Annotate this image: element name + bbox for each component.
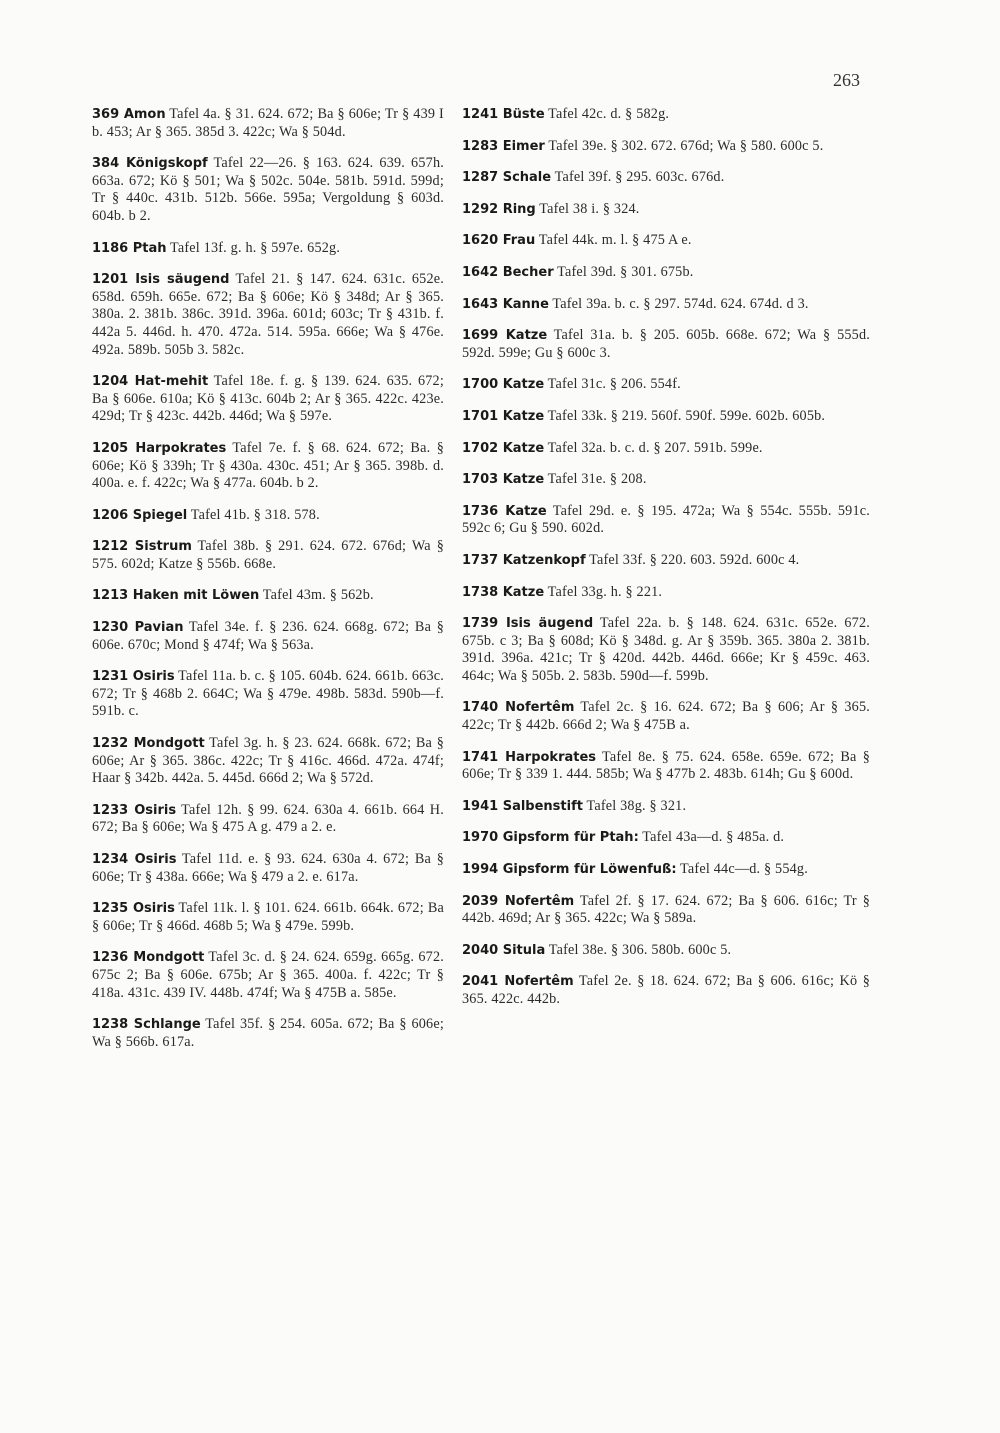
catalog-entry: [462, 106, 870, 124]
entry-heading: 1204 Hat-mehit: [92, 374, 209, 390]
entry-heading: 1700 Katze: [462, 377, 545, 393]
entry-text: Tafel 2f. § 17. 624. 672; Ba § 606. 616c; Tr § 442b. 469d; Ar § 365. 422c; Wa § 589a.: [462, 892, 870, 927]
entry-text: Tafel 33g. h. § 221.: [544, 583, 663, 600]
catalog-entry: [92, 802, 444, 837]
catalog-entry: [92, 900, 444, 935]
entry-text: Tafel 39d. § 301. 675b.: [553, 263, 694, 280]
entry-heading: 1233 Osiris: [92, 802, 177, 818]
entry-heading: 1970 Gipsform für Ptah:: [462, 830, 639, 846]
entry-heading: 1736 Katze: [462, 503, 547, 519]
entry-text: Tafel 11d. e. § 93. 624. 630a 4. 672; Ba § 606e; Tr § 438a. 666e; Wa § 479 a 2. e. 617a.: [92, 851, 444, 885]
catalog-entry: [92, 106, 444, 141]
entry-heading: 1241 Büste: [462, 107, 545, 122]
catalog-entry: [462, 749, 870, 784]
catalog-entry: [462, 376, 870, 394]
catalog-entry: [92, 240, 444, 258]
catalog-entry: [462, 201, 870, 219]
entry-heading: 1234 Osiris: [92, 852, 177, 867]
catalog-entry: [462, 861, 870, 879]
entry-heading: 1738 Katze: [462, 584, 545, 600]
entry-heading: 1643 Kanne: [462, 296, 549, 312]
catalog-entry: [462, 138, 870, 156]
entry-text: Tafel 31a. b. § 205. 605b. 668e. 672; Wa § 555d. 592d. 599e; Gu § 600c 3.: [462, 327, 870, 361]
entry-heading: 1238 Schlange: [92, 1017, 201, 1033]
entry-heading: 1740 Nofertêm: [462, 700, 575, 716]
entry-heading: 1287 Schale: [462, 170, 552, 186]
right-column: [462, 106, 870, 1023]
entry-heading: 1201 Isis säugend: [92, 272, 230, 288]
catalog-entry: [462, 615, 870, 685]
catalog-entry: [92, 538, 444, 573]
entry-text: Tafel 43a—d. § 485a. d.: [638, 829, 785, 846]
entry-text: Tafel 2e. § 18. 624. 672; Ba § 606. 616c; Kö § 365. 422c. 442b.: [462, 973, 871, 1007]
entry-heading: 1703 Katze: [462, 472, 545, 488]
entry-heading: 1701 Katze: [462, 408, 545, 424]
entry-heading: 1741 Harpokrates: [462, 749, 597, 765]
entry-text: Tafel 38 i. § 324.: [535, 200, 640, 217]
catalog-entry: [92, 668, 444, 721]
entry-text: Tafel 39e. § 302. 672. 676d; Wa § 580. 600c 5.: [544, 137, 824, 154]
entry-text: Tafel 35f. § 254. 605a. 672; Ba § 606e; Wa § 566b. 617a.: [92, 1016, 444, 1050]
catalog-entry: [462, 699, 870, 734]
entry-text: Tafel 2c. § 16. 624. 672; Ba § 606; Ar § 365. 422c; Tr § 442b. 666d 2; Wa § 475B a.: [462, 699, 870, 734]
entry-text: Tafel 22a. b. § 148. 624. 631c. 652e. 672. 675b. c 3; Ba § 608d; Kö § 348d. g. Ar § 359b. 365. 380a 2. 381b. 391d. 396a. 421c; Tr § 420d. 442b. 446d. 666e; Kr § 459c. 463. 464c; Wa § 505b. 2. 583b. 590d—f. 599b.: [462, 615, 870, 684]
entry-heading: 1230 Pavian: [92, 620, 184, 636]
entry-heading: 2041 Nofertêm: [462, 974, 574, 990]
entry-heading: 1292 Ring: [462, 201, 536, 217]
catalog-entry: [462, 169, 870, 187]
entry-heading: 1236 Mondgott: [92, 950, 205, 966]
entry-text: Tafel 3g. h. § 23. 624. 668k. 672; Ba § 606e; Ar § 365. 386c. 422c; Tr § 416c. 466d. 472a. 474f; Haar § 342b. 442a. 5. 445d. 666d 2; Wa § 572d.: [92, 735, 444, 787]
entry-text: Tafel 11k. l. § 101. 624. 661b. 664k. 672; Ba § 606e; Tr § 466d. 468b 5; Wa § 479e. 599b.: [92, 900, 444, 934]
entry-text: Tafel 43m. § 562b.: [259, 587, 374, 604]
entry-text: Tafel 42c. d. § 582g.: [544, 106, 670, 122]
entry-text: Tafel 32a. b. c. d. § 207. 591b. 599e.: [544, 439, 763, 456]
catalog-entry: [92, 440, 444, 493]
entry-heading: 2040 Situla: [462, 942, 546, 958]
catalog-entry: [462, 552, 870, 570]
catalog-entry: [92, 1016, 444, 1051]
catalog-entry: [92, 507, 444, 525]
entry-heading: 1231 Osiris: [92, 669, 175, 685]
catalog-entry: [92, 619, 444, 654]
entry-text: Tafel 38e. § 306. 580b. 600c 5.: [545, 941, 732, 958]
entry-text: Tafel 41b. § 318. 578.: [187, 506, 320, 523]
catalog-entry: [462, 829, 870, 847]
entry-heading: 1205 Harpokrates: [92, 440, 227, 456]
left-column: [92, 106, 444, 1065]
entry-text: Tafel 21. § 147. 624. 631c. 652e. 658d. 659h. 665e. 672; Ba § 606e; Kö § 348d; Ar § 365. 380a. 2. 381b. 386c. 391d. 396a. 601d; 603c; Tr § 431b. f. 442a 5. 446d. h. 470. 472a. 514. 595a. 666e; Wa § 476e. 492a. 589b. 505b 3. 582c.: [92, 271, 444, 358]
entry-text: Tafel 12h. § 99. 624. 630a 4. 661b. 664 H. 672; Ba § 606e; Wa § 475 A g. 479 a 2. e.: [92, 801, 444, 836]
catalog-entry: [92, 851, 444, 886]
entry-text: Tafel 31c. § 206. 554f.: [544, 376, 681, 393]
entry-heading: 2039 Nofertêm: [462, 893, 575, 909]
entry-heading: 1941 Salbenstift: [462, 798, 583, 814]
catalog-entry: [462, 327, 870, 362]
catalog-entry: [462, 296, 870, 314]
entry-text: Tafel 39a. b. c. § 297. 574d. 624. 674d. d 3.: [548, 295, 809, 312]
catalog-entry: [92, 373, 444, 426]
catalog-entry: [462, 942, 870, 960]
catalog-entry: [462, 440, 870, 458]
entry-heading: 1994 Gipsform für Löwenfuß:: [462, 862, 677, 878]
catalog-entry: [92, 271, 444, 359]
catalog-entry: [462, 408, 870, 426]
entry-text: Tafel 44k. m. l. § 475 A e.: [535, 232, 692, 249]
entry-text: Tafel 39f. § 295. 603c. 676d.: [551, 169, 725, 186]
catalog-entry: [462, 264, 870, 282]
entry-text: Tafel 33f. § 220. 603. 592d. 600c 4.: [585, 551, 800, 568]
catalog-entry: [92, 155, 444, 225]
catalog-entry: [462, 232, 870, 250]
catalog-entry: [462, 893, 870, 928]
entry-text: Tafel 13f. g. h. § 597e. 652g.: [166, 239, 341, 256]
entry-text: Tafel 7e. f. § 68. 624. 672; Ba. § 606e; Kö § 339h; Tr § 430a. 430c. 451; Ar § 365. 398b. d. 400a. e. f. 422c; Wa § 477a. 604b. b 2.: [92, 439, 445, 492]
entry-text: Tafel 38g. § 321.: [582, 797, 687, 814]
entry-heading: 384 Königskopf: [92, 156, 208, 172]
entry-heading: 1235 Osiris: [92, 901, 175, 917]
entry-heading: 1642 Becher: [462, 264, 554, 280]
entry-text: Tafel 44c—d. § 554g.: [676, 861, 808, 878]
entry-text: Tafel 38b. § 291. 624. 672. 676d; Wa § 575. 602d; Katze § 556b. 668e.: [92, 538, 444, 572]
catalog-entry: [92, 949, 444, 1002]
entry-heading: 1212 Sistrum: [92, 539, 192, 555]
entry-text: Tafel 18e. f. g. § 139. 624. 635. 672; Ba § 606e. 610a; Kö § 413c. 604b 2; Ar § 365. 422c. 423e. 429d; Tr § 423c. 442b. 446d; Wa § 597e.: [92, 373, 444, 425]
catalog-entry: [92, 587, 444, 605]
entry-heading: 1213 Haken mit Löwen: [92, 588, 260, 604]
entry-text: Tafel 34e. f. § 236. 624. 668g. 672; Ba § 606e. 670c; Mond § 474f; Wa § 563a.: [92, 619, 444, 653]
entry-heading: 1186 Ptah: [92, 240, 167, 256]
entry-text: Tafel 31e. § 208.: [544, 471, 647, 488]
catalog-entry: [462, 584, 870, 602]
entry-heading: 1737 Katzenkopf: [462, 552, 586, 568]
catalog-entry: [92, 735, 444, 788]
entry-text: Tafel 22—26. § 163. 624. 639. 657h. 663a. 672; Kö § 501; Wa § 502c. 504e. 581b. 591d. 599d; Tr § 440c. 431b. 512b. 566e. 595a; Vergoldung § 603d. 604b. b 2.: [92, 155, 444, 224]
entry-heading: 1739 Isis äugend: [462, 616, 594, 632]
entry-heading: 1206 Spiegel: [92, 507, 188, 523]
catalog-entry: [462, 973, 870, 1008]
entry-heading: 1620 Frau: [462, 233, 536, 249]
entry-text: Tafel 8e. § 75. 624. 658e. 659e. 672; Ba § 606e; Tr § 339 1. 444. 585b; Wa § 477b 2. 483b. 614h; Gu § 600d.: [462, 748, 871, 783]
entry-heading: 369 Amon: [92, 107, 166, 122]
entry-heading: 1702 Katze: [462, 440, 545, 456]
entry-heading: 1232 Mondgott: [92, 736, 205, 752]
page-number: 263: [833, 70, 860, 90]
entry-heading: 1699 Katze: [462, 328, 548, 344]
entry-text: Tafel 4a. § 31. 624. 672; Ba § 606e; Tr § 439 I b. 453; Ar § 365. 385d 3. 422c; Wa § 504d.: [92, 106, 444, 140]
entry-text: Tafel 33k. § 219. 560f. 590f. 599e. 602b. 605b.: [544, 407, 826, 424]
catalog-entry: [462, 798, 870, 816]
entry-text: Tafel 29d. e. § 195. 472a; Wa § 554c. 555b. 591c. 592c 6; Gu § 590. 602d.: [462, 502, 871, 537]
entry-text: Tafel 3c. d. § 24. 624. 659g. 665g. 672. 675c 2; Ba § 606e. 675b; Ar § 365. 400a. f. 422c; Tr § 418a. 431c. 439 IV. 448b. 474f; Wa § 475B a. 585e.: [92, 949, 444, 1001]
catalog-entry: [462, 503, 870, 538]
catalog-entry: [462, 471, 870, 489]
entry-heading: 1283 Eimer: [462, 138, 545, 154]
entry-text: Tafel 11a. b. c. § 105. 604b. 624. 661b. 663c. 672; Tr § 468b 2. 664C; Wa § 479e. 498b. 583d. 590b—f. 591b. c.: [92, 668, 444, 720]
